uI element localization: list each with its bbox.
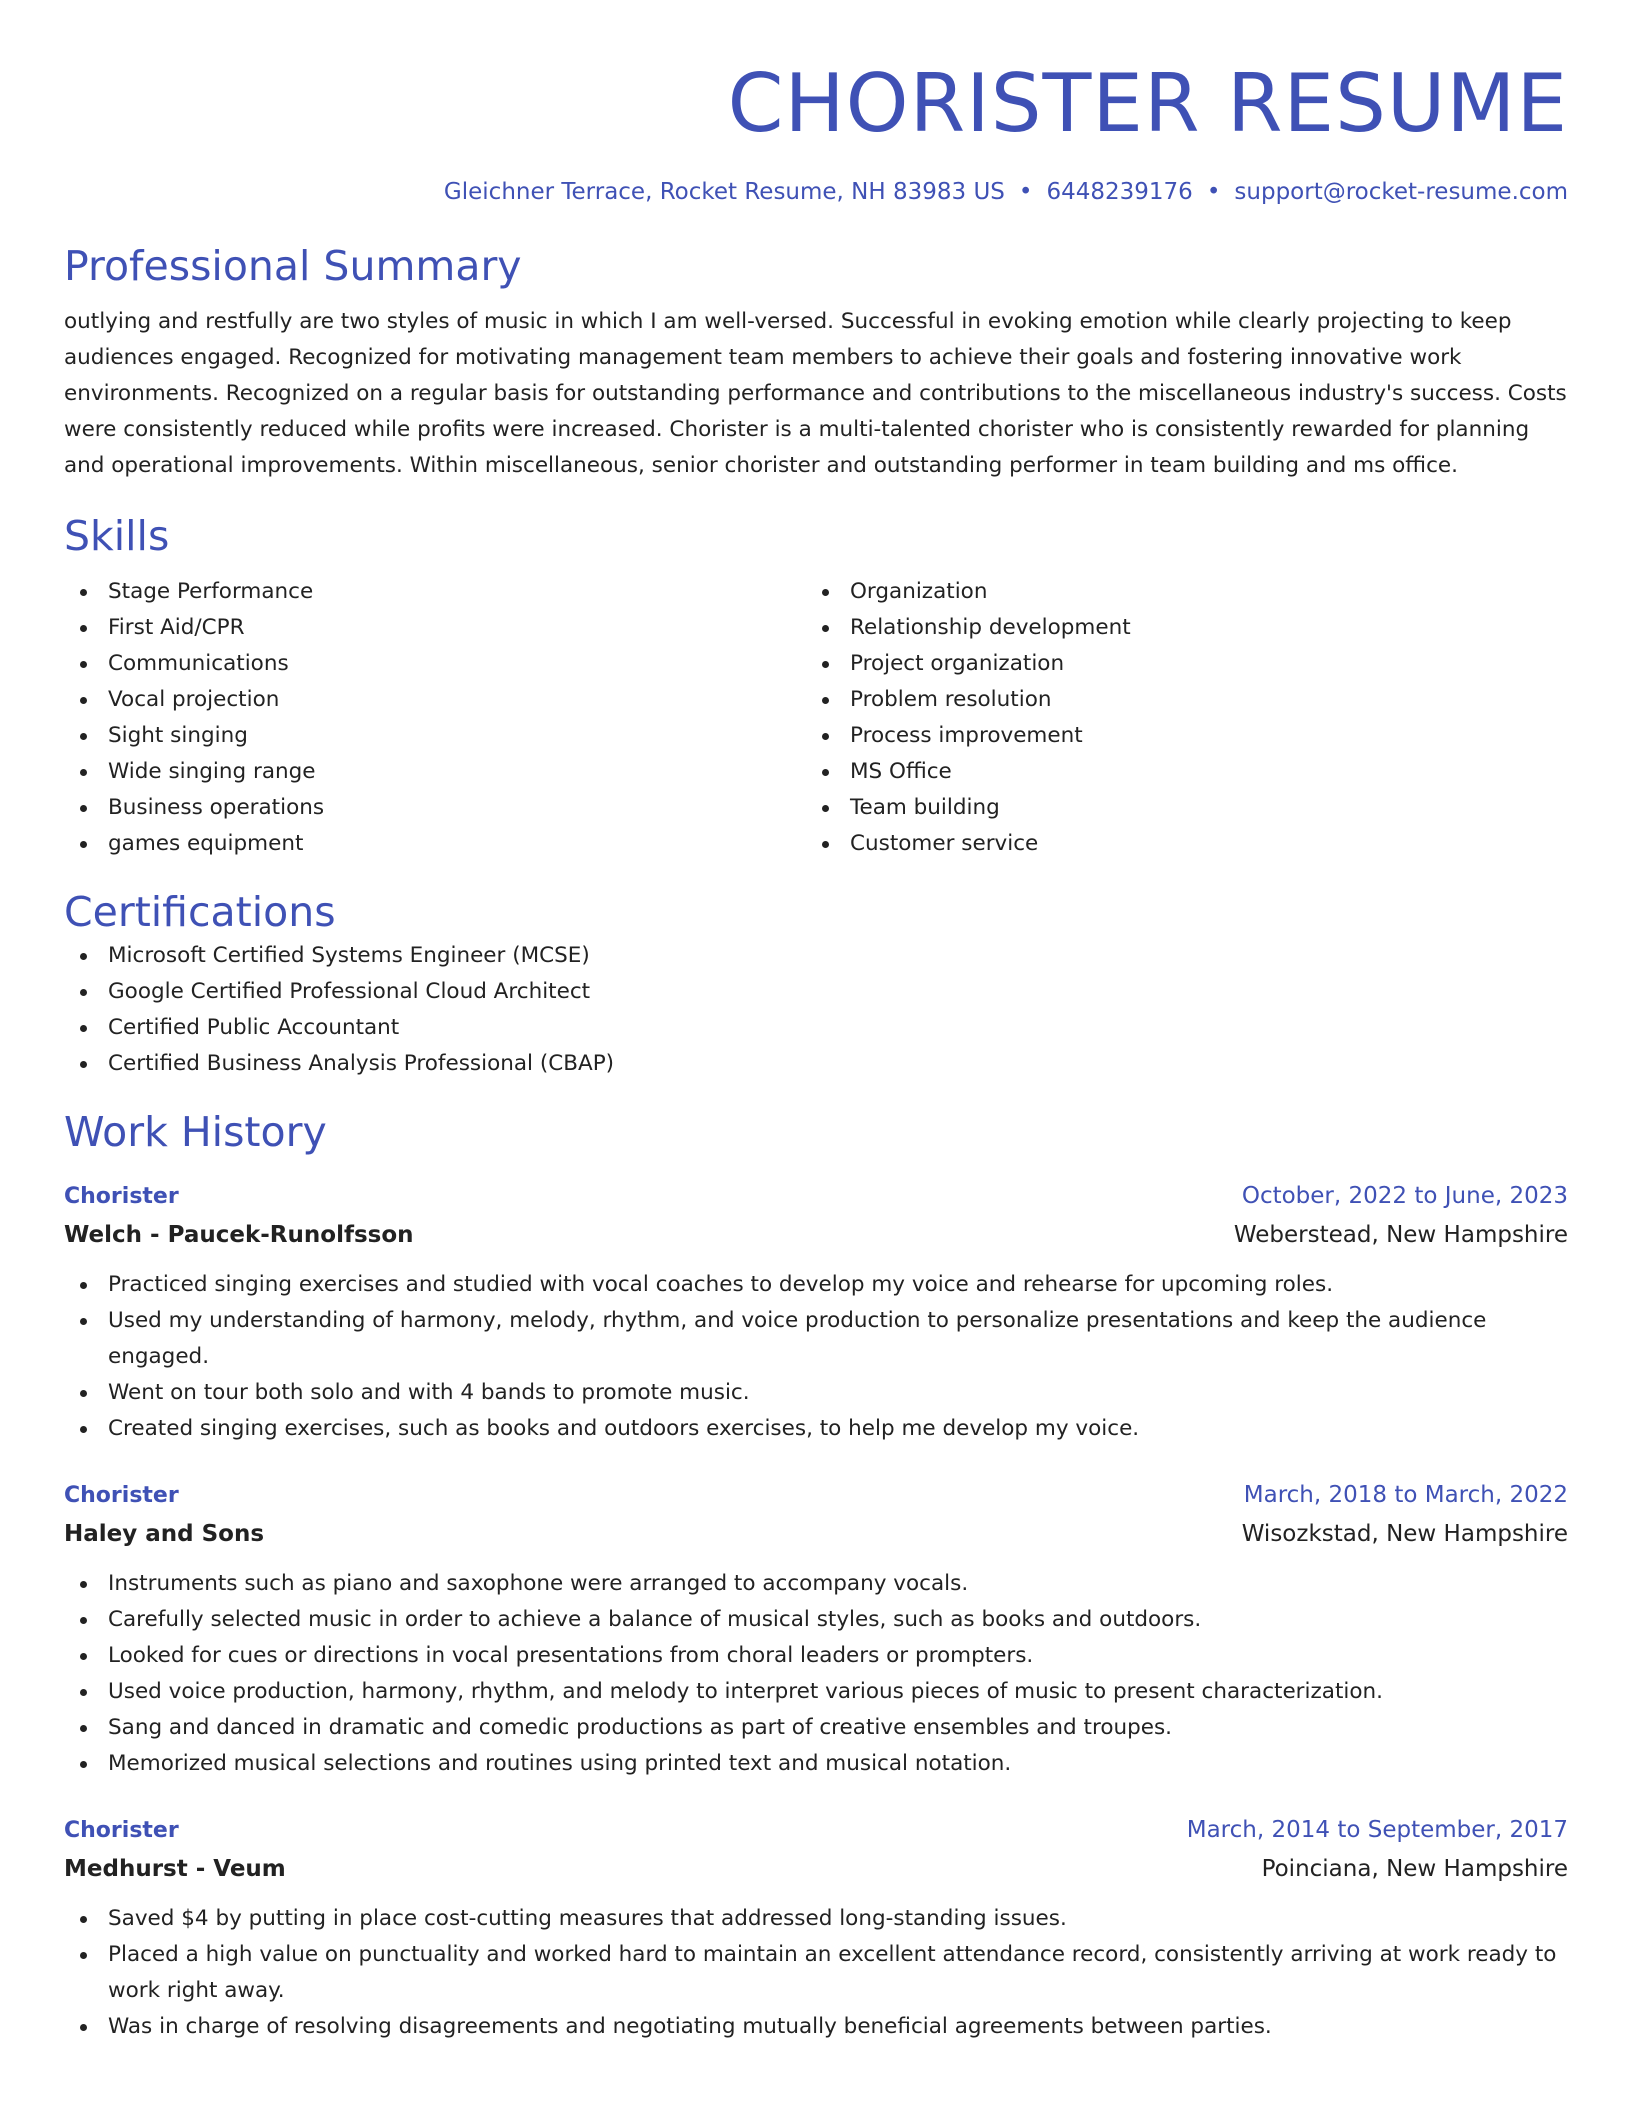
skill-item: Team building <box>806 790 1548 826</box>
job-duty-item: Practiced singing exercises and studied with vocal coaches to develop my voice and rehearse for upcoming roles. <box>64 1267 1568 1303</box>
summary-text: outlying and restfully are two styles of music in which I am well-versed. Successful in evoking emotion while clearly projecting to keep audiences engaged. Recognized for motivating management team members to achieve their goals and fostering innovative work environments. Recognized on a regular basis for outstanding performance and contributions to the miscellaneous industry's success. Costs were consistently reduced while profits were increased. Chorister is a multi-talented chorister who is consistently rewarded for planning and operational improvements. Within miscellaneous, senior chorister and outstanding performer in team building and ms office. <box>64 309 1567 478</box>
job-location: Weberstead, New Hampshire <box>1233 1222 1568 1248</box>
resume-header <box>64 0 1568 208</box>
job-title: Chorister <box>64 1483 179 1508</box>
job-company-row <box>64 1215 1568 1255</box>
contact-email: support@rocket-resume.com <box>1234 179 1568 205</box>
certification-item: Certified Business Analysis Professional (CBAP) <box>64 1046 1568 1082</box>
contact-separator: • <box>1018 179 1033 205</box>
skill-item: Process improvement <box>806 718 1548 754</box>
skills-left-list <box>64 574 806 862</box>
job-duty-item: Used voice production, harmony, rhythm, and melody to interpret various pieces of music to present characterization. <box>64 1674 1568 1710</box>
skill-item: Stage Performance <box>64 574 806 610</box>
skill-item: Wide singing range <box>64 754 806 790</box>
certification-item: Microsoft Certified Systems Engineer (MCSE) <box>64 938 1568 974</box>
skill-item: Relationship development <box>806 610 1548 646</box>
job-duty-item: Looked for cues or directions in vocal presentations from choral leaders or prompters. <box>64 1638 1568 1674</box>
certification-item: Google Certified Professional Cloud Architect <box>64 974 1568 1010</box>
contact-separator: • <box>1206 179 1221 205</box>
job-title-row <box>64 1812 1568 1849</box>
certification-item: Certified Public Accountant <box>64 1010 1568 1046</box>
work-history-heading: Work History <box>64 1108 327 1156</box>
skill-item: Communications <box>64 646 806 682</box>
job-title-row <box>64 1477 1568 1514</box>
job-duties-list <box>64 1267 1568 1447</box>
job-duty-item: Sang and danced in dramatic and comedic productions as part of creative ensembles and troupes. <box>64 1710 1568 1746</box>
job-entry <box>64 1477 1568 1782</box>
skill-item: Project organization <box>806 646 1548 682</box>
job-company: Medhurst - Veum <box>64 1856 286 1882</box>
skill-item: First Aid/CPR <box>64 610 806 646</box>
skill-item: Problem resolution <box>806 682 1548 718</box>
job-company: Welch - Paucek-Runolfsson <box>64 1222 414 1248</box>
job-dates: October, 2022 to June, 2023 <box>1241 1183 1568 1209</box>
skills-right-list <box>806 574 1548 862</box>
job-duty-item: Went on tour both solo and with 4 bands to promote music. <box>64 1375 1568 1411</box>
job-company: Haley and Sons <box>64 1521 265 1547</box>
job-entry <box>64 1812 1568 2045</box>
job-duty-item: Placed a high value on punctuality and worked hard to maintain an excellent attendance record, consistently arriving at work ready to work right away. <box>64 1937 1568 2009</box>
summary-heading: Professional Summary <box>64 242 522 290</box>
job-title: Chorister <box>64 1818 179 1843</box>
skill-item: Business operations <box>64 790 806 826</box>
job-dates: March, 2018 to March, 2022 <box>1243 1482 1568 1508</box>
certifications-list <box>64 938 1568 1082</box>
skills-heading: Skills <box>64 512 170 560</box>
skill-item: MS Office <box>806 754 1548 790</box>
skill-item: Customer service <box>806 826 1548 862</box>
job-location: Wisozkstad, New Hampshire <box>1241 1521 1568 1547</box>
job-entry <box>64 1178 1568 1447</box>
job-duty-item: Instruments such as piano and saxophone were arranged to accompany vocals. <box>64 1566 1568 1602</box>
skill-item: Organization <box>806 574 1548 610</box>
job-duty-item: Used my understanding of harmony, melody, rhythm, and voice production to personalize presentations and keep the audience engaged. <box>64 1303 1568 1375</box>
contact-phone: 6448239176 <box>1046 179 1193 205</box>
job-duties-list <box>64 1901 1568 2045</box>
contact-address: Gleichner Terrace, Rocket Resume, NH 83983 US <box>443 179 1005 205</box>
job-duties-list <box>64 1566 1568 1782</box>
skill-item: Vocal projection <box>64 682 806 718</box>
job-duty-item: Was in charge of resolving disagreements and negotiating mutually beneficial agreements between parties. <box>64 2009 1568 2045</box>
skills-columns <box>64 574 1568 862</box>
resume-name: CHORISTER RESUME <box>727 57 1568 150</box>
job-company-row <box>64 1514 1568 1554</box>
skill-item: games equipment <box>64 826 806 862</box>
job-duty-item: Memorized musical selections and routines using printed text and musical notation. <box>64 1746 1568 1782</box>
job-location: Poinciana, New Hampshire <box>1261 1856 1568 1882</box>
certifications-heading: Certifications <box>64 888 336 936</box>
job-duty-item: Carefully selected music in order to achieve a balance of musical styles, such as books and outdoors. <box>64 1602 1568 1638</box>
job-title: Chorister <box>64 1184 179 1209</box>
job-title-row <box>64 1178 1568 1215</box>
contact-line <box>64 176 1568 208</box>
job-duty-item: Saved $4 by putting in place cost-cutting measures that addressed long-standing issues. <box>64 1901 1568 1937</box>
job-duty-item: Created singing exercises, such as books and outdoors exercises, to help me develop my voice. <box>64 1411 1568 1447</box>
job-dates: March, 2014 to September, 2017 <box>1186 1817 1568 1843</box>
job-company-row <box>64 1849 1568 1889</box>
skill-item: Sight singing <box>64 718 806 754</box>
